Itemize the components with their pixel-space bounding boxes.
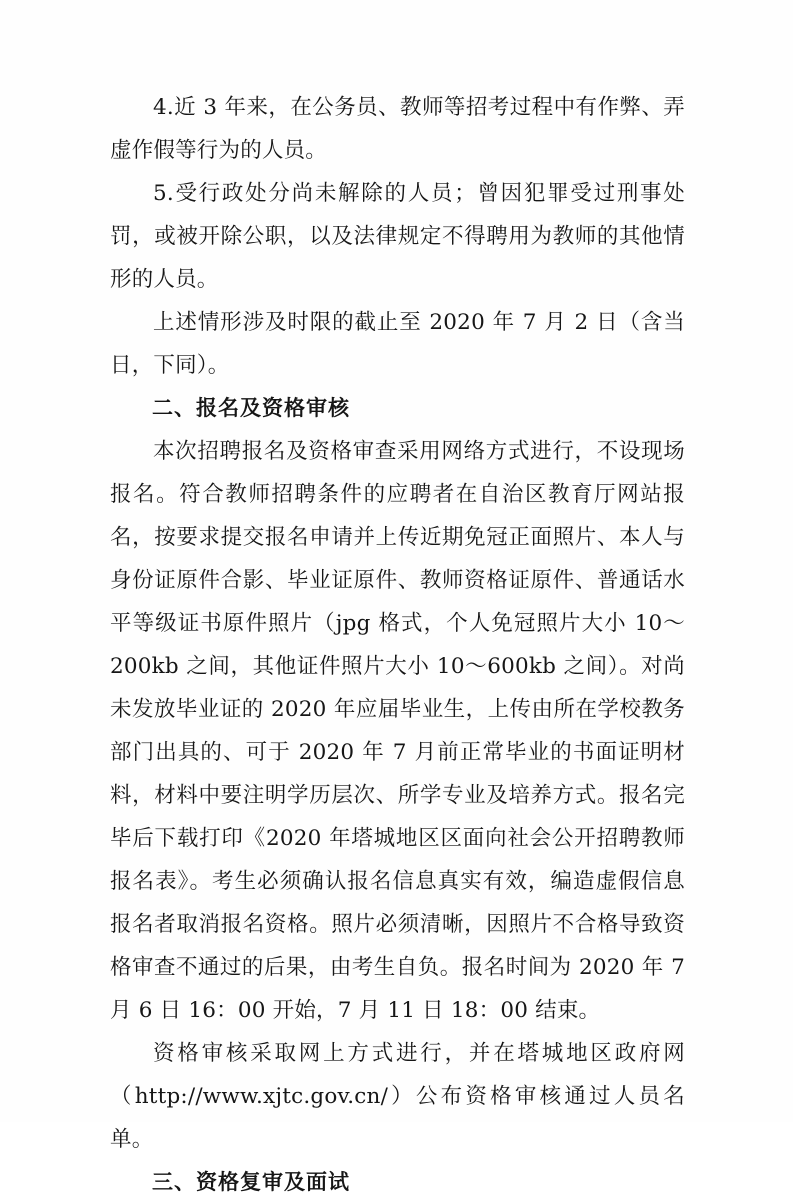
paragraph-review-method: 资格审核采取网上方式进行，并在塔城地区政府网（http://www.xjtc.gov.cn/）公布资格审核通过人员名单。: [110, 1041, 685, 1152]
paragraph-deadline-note: 上述情形涉及时限的截止至 2020 年 7 月 2 日（含当日，下同）。: [110, 310, 685, 378]
paragraph-registration-detail: 本次招聘报名及资格审查采用网络方式进行，不设现场报名。符合教师招聘条件的应聘者在自治区教育厅网站报名，按要求提交报名申请并上传近期免冠正面照片、本人与身份证原件合影、毕业证原件、教师资格证原件、普通话水平等级证书原件照片（jpg 格式，个人免冠照片大小 10～200kb 之间，其他证件照片大小 10～600kb 之间）。对尚未发放毕业证的 2020 年应届毕业生，上传由所在学校教务部门出具的、可于 2020 年 7 月前正常毕业的书面证明材料，材料中要注明学历层次、所学专业及培养方式。报名完毕后下载打印《2020 年塔城地区区面向社会公开招聘教师报名表》。考生必须确认报名信息真实有效，编造虚假信息报名者取消报名资格。照片必须清晰，因照片不合格导致资格审查不通过的后果，由考生自负。报名时间为 2020 年 7 月 6 日 16：00 开始，7 月 11 日 18：00 结束。: [110, 439, 685, 1023]
heading-section-three: 三、资格复审及面试: [152, 1170, 350, 1194]
heading-section-two: 二、报名及资格审核: [152, 396, 350, 420]
paragraph-item-5: 5.受行政处分尚未解除的人员；曾因犯罪受过刑事处罚，或被开除公职，以及法律规定不得聘用为教师的其他情形的人员。: [110, 181, 685, 292]
document-body: [110, 86, 685, 1204]
paragraph-item-4: 4.近 3 年来，在公务员、教师等招考过程中有作弊、弄虚作假等行为的人员。: [110, 95, 685, 163]
